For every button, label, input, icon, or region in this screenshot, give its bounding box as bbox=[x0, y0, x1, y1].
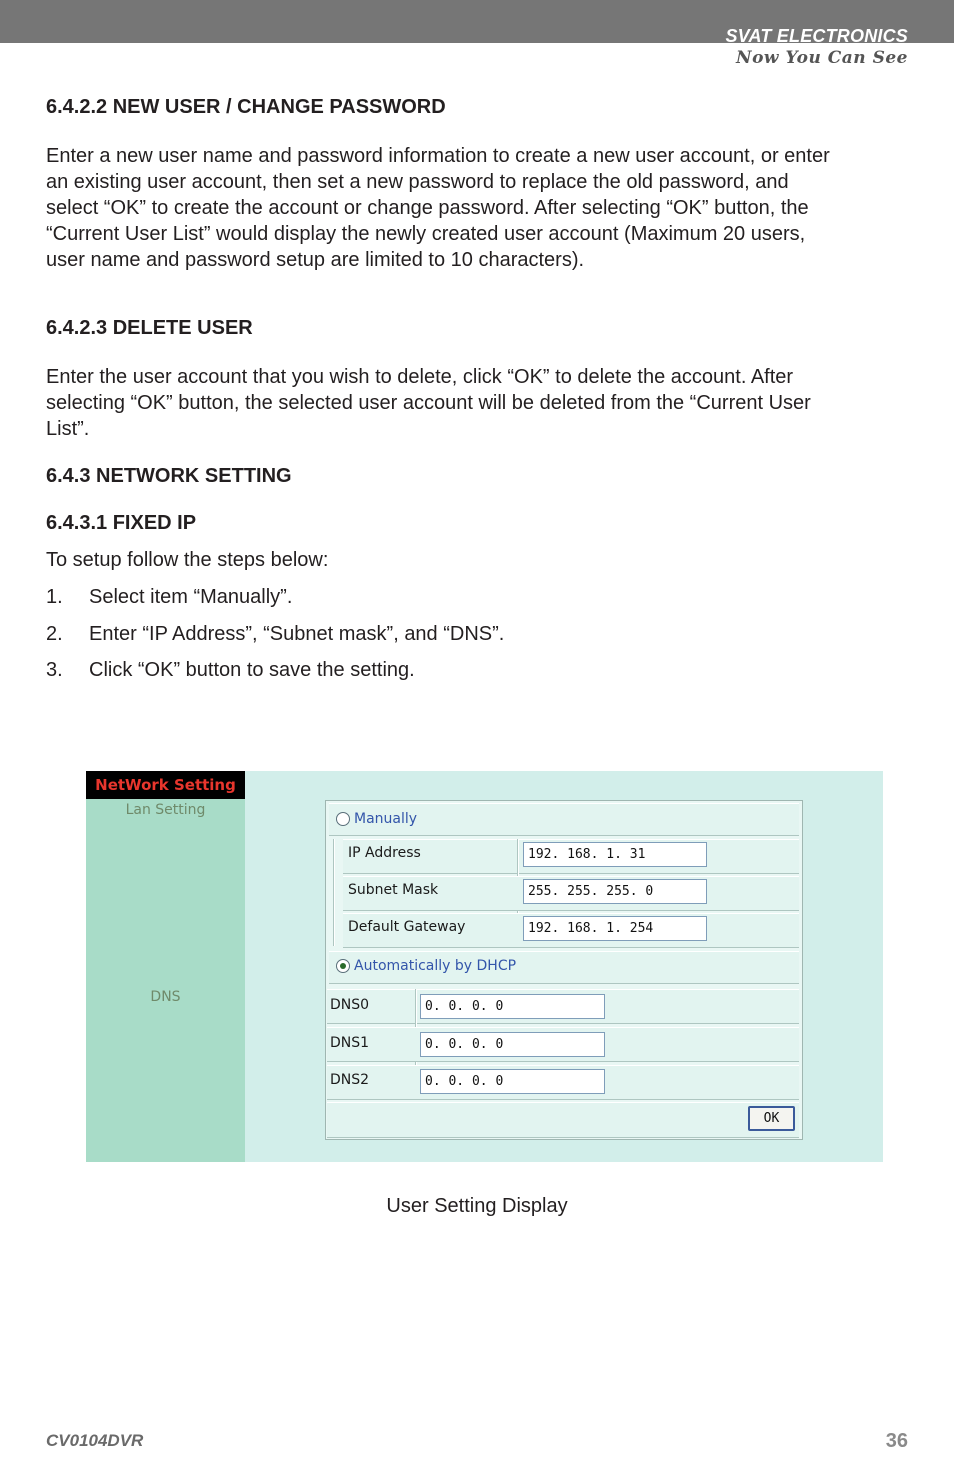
text-line: an existing user account, then set a new password to replace the old password, and bbox=[46, 171, 789, 193]
step-item bbox=[46, 586, 292, 609]
step-item bbox=[46, 623, 504, 646]
section-heading-delete-user: 6.4.2.3 DELETE USER bbox=[46, 317, 253, 339]
dns2-input[interactable]: 0. 0. 0. 0 bbox=[420, 1069, 605, 1094]
subnet-mask-label: Subnet Mask bbox=[348, 882, 439, 898]
text-line: Enter the user account that you wish to delete, click “OK” to delete the account. After bbox=[46, 366, 794, 388]
step-text: Click “OK” button to save the setting. bbox=[89, 659, 415, 681]
brand-name: SVAT ELECTRONICS bbox=[725, 26, 908, 46]
page-number: 36 bbox=[885, 1430, 908, 1452]
brand-tagline: Now You Can See bbox=[736, 48, 908, 68]
footer-model: CV0104DVR bbox=[46, 1431, 144, 1450]
sidebar bbox=[86, 771, 245, 1162]
ok-row bbox=[327, 1102, 799, 1138]
steps-intro: To setup follow the steps below: bbox=[46, 549, 329, 571]
sidebar-title: NetWork Setting bbox=[86, 771, 245, 799]
text-line: Enter a new user name and password information to create a new user account, or enter bbox=[46, 145, 830, 167]
step-number: 3. bbox=[46, 659, 63, 681]
sidebar-item-dns[interactable]: DNS bbox=[150, 989, 181, 1005]
group-divider bbox=[333, 839, 335, 946]
dns1-label: DNS1 bbox=[330, 1035, 370, 1051]
ip-address-label: IP Address bbox=[348, 845, 421, 861]
delete-user-paragraph bbox=[46, 364, 916, 442]
manually-radio[interactable] bbox=[336, 812, 350, 826]
figure-caption: User Setting Display bbox=[386, 1195, 568, 1217]
text-line: user name and password setup are limited to 10 characters). bbox=[46, 249, 585, 271]
dhcp-radio[interactable] bbox=[336, 959, 350, 973]
dns0-input[interactable]: 0. 0. 0. 0 bbox=[420, 994, 605, 1019]
subnet-mask-input[interactable]: 255. 255. 255. 0 bbox=[523, 879, 707, 904]
sidebar-item-lan-setting[interactable]: Lan Setting bbox=[125, 802, 206, 818]
gateway-label: Default Gateway bbox=[348, 919, 466, 935]
text-line: selecting “OK” button, the selected user account will be deleted from the “Current User bbox=[46, 392, 811, 414]
dns1-input[interactable]: 0. 0. 0. 0 bbox=[420, 1032, 605, 1057]
step-text: Enter “IP Address”, “Subnet mask”, and “DNS”. bbox=[89, 623, 505, 645]
dns2-label: DNS2 bbox=[330, 1072, 370, 1088]
text-line: List”. bbox=[46, 418, 90, 440]
text-line: “Current User List” would display the newly created user account (Maximum 20 users, bbox=[46, 223, 806, 245]
section-heading-fixed-ip: 6.4.3.1 FIXED IP bbox=[46, 512, 197, 534]
gateway-input[interactable]: 192. 168. 1. 254 bbox=[523, 916, 707, 941]
dns0-label: DNS0 bbox=[330, 997, 370, 1013]
ok-button[interactable]: OK bbox=[748, 1106, 795, 1131]
dhcp-label[interactable]: Automatically by DHCP bbox=[354, 958, 517, 974]
step-number: 1. bbox=[46, 586, 63, 608]
text-line: select “OK” to create the account or change password. After selecting “OK” button, the bbox=[46, 197, 809, 219]
step-number: 2. bbox=[46, 623, 63, 645]
manually-label[interactable]: Manually bbox=[354, 811, 418, 827]
step-item bbox=[46, 659, 415, 682]
section-heading-new-user: 6.4.2.2 NEW USER / CHANGE PASSWORD bbox=[46, 96, 446, 118]
ip-address-input[interactable]: 192. 168. 1. 31 bbox=[523, 842, 707, 867]
step-text: Select item “Manually”. bbox=[89, 586, 293, 608]
section-heading-network: 6.4.3 NETWORK SETTING bbox=[46, 465, 292, 487]
network-setting-screenshot bbox=[86, 771, 883, 1162]
new-user-paragraph bbox=[46, 143, 916, 273]
